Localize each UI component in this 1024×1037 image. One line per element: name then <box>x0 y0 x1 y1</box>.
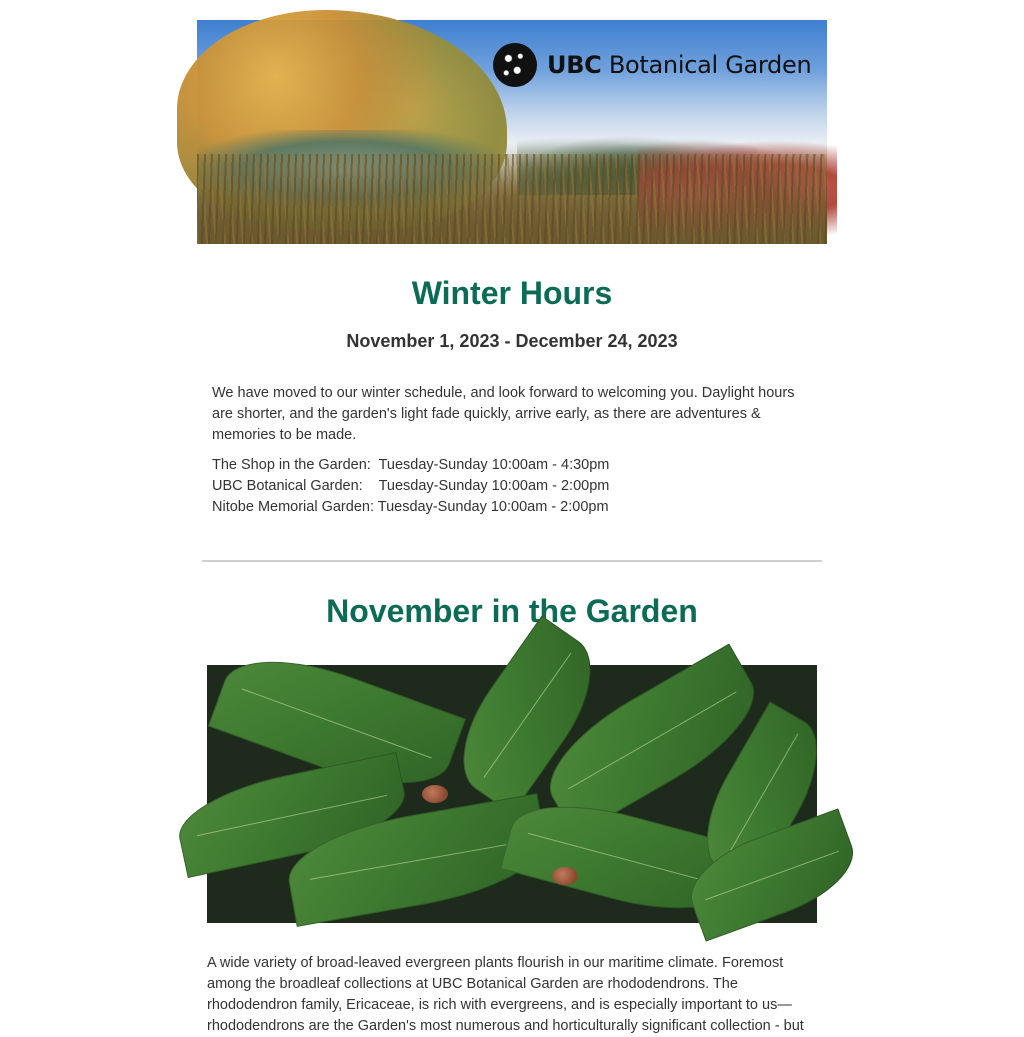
november-body: A wide variety of broad-leaved evergreen plants flourish in our maritime climate. Foremost among the broadleaf collections at UBC Botanical Garden are rhododendrons. The rhododendron family, Ericaceae, is rich with evergreens, and is especially important to us—rhododendrons are the Garden's most numerous and horticulturally significant collection - but <box>207 955 804 1034</box>
winter-hours-date-range: November 1, 2023 - December 24, 2023 <box>346 331 678 351</box>
schedule-row-nitobe: Nitobe Memorial Garden: Tuesday-Sunday 10:00am - 2:00pm <box>212 499 609 515</box>
winter-hours-schedule <box>212 455 812 518</box>
ubc-botanical-garden-logo[interactable] <box>493 42 811 88</box>
schedule-row-botanical-garden: UBC Botanical Garden: Tuesday-Sunday 10:00am - 2:00pm <box>212 478 610 494</box>
header-banner-image <box>197 20 827 244</box>
winter-hours-title: Winter Hours <box>411 275 613 311</box>
section-divider <box>202 560 822 562</box>
logo-text-regular: Botanical Garden <box>608 51 812 79</box>
leaf-bud <box>422 785 448 803</box>
leaf-bud <box>552 867 578 885</box>
logo-icon <box>493 43 537 87</box>
logo-text <box>547 51 811 79</box>
winter-hours-intro: We have moved to our winter schedule, and look forward to welcoming you. Daylight hours are shorter, and the garden's light fade quickly, arrive early, as there are adventures & memories to be made. <box>212 385 795 443</box>
schedule-row-shop: The Shop in the Garden: Tuesday-Sunday 10:00am - 4:30pm <box>212 457 610 473</box>
november-title: November in the Garden <box>326 593 698 629</box>
evergreen-leaves-photo <box>207 665 817 923</box>
grass-image <box>197 154 827 244</box>
logo-text-bold: UBC <box>547 51 602 79</box>
